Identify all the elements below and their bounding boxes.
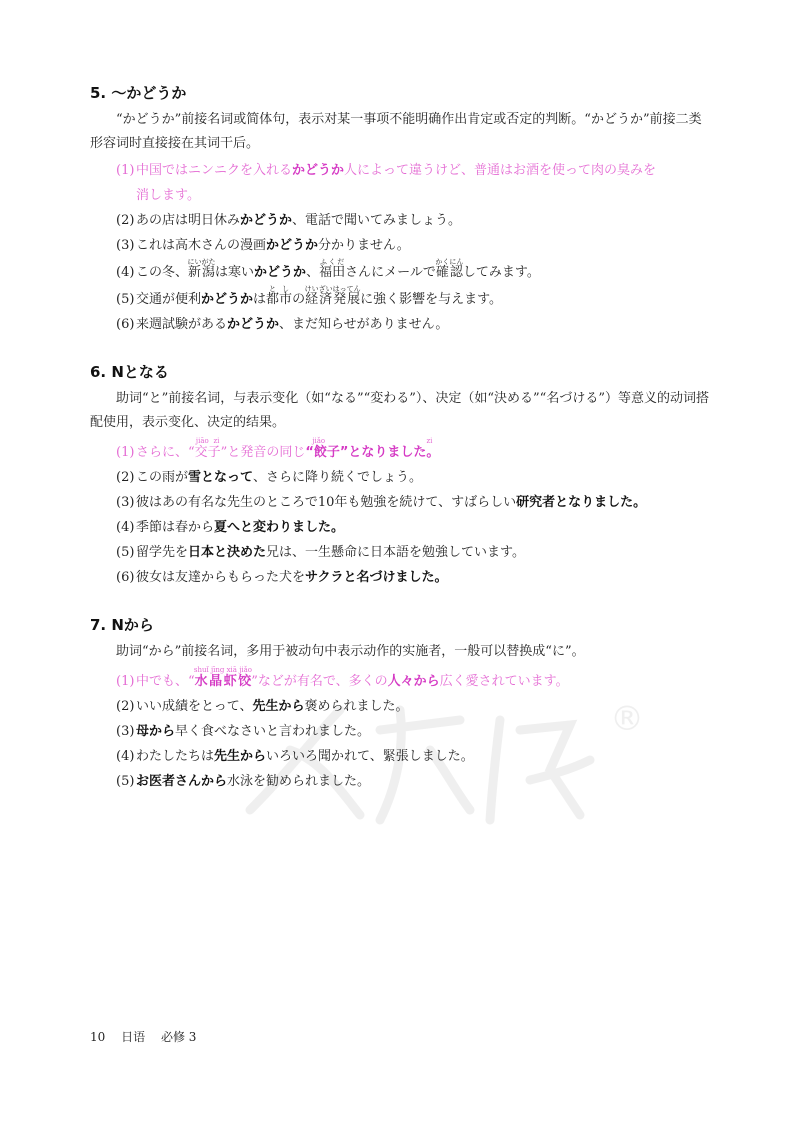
grammar-content — [90, 82, 710, 818]
book-volume: 必修 3 — [160, 1030, 197, 1044]
example-sentence: (6) 来週試験があるかどうか、まだ知らせがありません。 — [116, 317, 449, 332]
section-heading: 5. ～かどうか — [90, 84, 187, 102]
example-sentence: (4) 季節は春から夏へと変わりました。 — [116, 520, 345, 535]
example-sentence: (2) この雨が雪となって、さらに降り続くでしょう。 — [116, 470, 423, 485]
example-sentence: (5) 留学先を日本と決めた兄は、一生懸命に日本語を勉強しています。 — [116, 545, 525, 560]
page-footer — [90, 1028, 208, 1045]
section-explanation: 助词“と”前接名词，与表示变化（如“なる”“変わる”）、决定（如“決める”“名づける”）等意义的动词搭配使用，表示变化、决定的结果。 — [90, 391, 709, 430]
example-sentence: (5) お医者さんから水泳を勧められました。 — [116, 774, 371, 789]
section-n-kara — [90, 614, 710, 794]
example-sentence: (5) 交通が便利かどうかは都市としの経済発展けいざいはってんに強く影響を与えます。 — [116, 285, 503, 307]
example-sentence: (1) 中でも、“水晶虾饺shuǐ jīng xiā jiǎo”などが有名で、多くの人々から広く愛されています。 — [116, 666, 569, 689]
example-sentence: (1) さらに、“交子jiāo zi”と発音の同じ“餃子”となりました。jiǎo zi — [116, 437, 440, 460]
example-sentence: (2) あの店は明日休みかどうか、電話で聞いてみましょう。 — [116, 213, 462, 228]
page-number: 10 — [90, 1030, 106, 1044]
section-heading: 6. Nとなる — [90, 363, 169, 381]
section-explanation: “かどうか”前接名词或简体句，表示对某一事项不能明确作出肯定或否定的判断。“かどうか”前接二类形容词时直接接在其词干后。 — [90, 112, 702, 151]
example-sentence: (3) 彼はあの有名な先生のところで10年も勉強を続けて、すばらしい研究者となりました。 — [116, 495, 647, 510]
section-heading: 7. Nから — [90, 616, 154, 634]
svg-text:®: ® — [610, 699, 644, 739]
example-sentence: (3) これは高木さんの漫画かどうか分かりません。 — [116, 238, 410, 253]
book-title: 日语 — [121, 1030, 146, 1044]
section-explanation: 助词“から”前接名词，多用于被动句中表示动作的实施者，一般可以替换成“に”。 — [116, 644, 585, 659]
example-sentence: (2) いい成績をとって、先生から褒められました。 — [116, 699, 409, 714]
example-sentence: (4) わたしたちは先生からいろいろ聞かれて、緊張しました。 — [116, 749, 474, 764]
example-sentence: (3) 母から早く食べなさいと言われました。 — [116, 724, 371, 739]
section-n-to-naru — [90, 361, 710, 590]
example-sentence: (4) この冬、新潟にいがたは寒いかどうか、福田ふくださんにメールで確認かくにんしてみます。 — [116, 258, 540, 280]
example-sentence: (6) 彼女は友達からもらった犬をサクラと名づけました。 — [116, 570, 448, 585]
section-kadouka — [90, 82, 710, 337]
example-sentence: (1) 中国ではニンニクを入れるかどうか人によって違うけど、普通はお酒を使って肉の臭みを 消します。 — [116, 163, 657, 203]
